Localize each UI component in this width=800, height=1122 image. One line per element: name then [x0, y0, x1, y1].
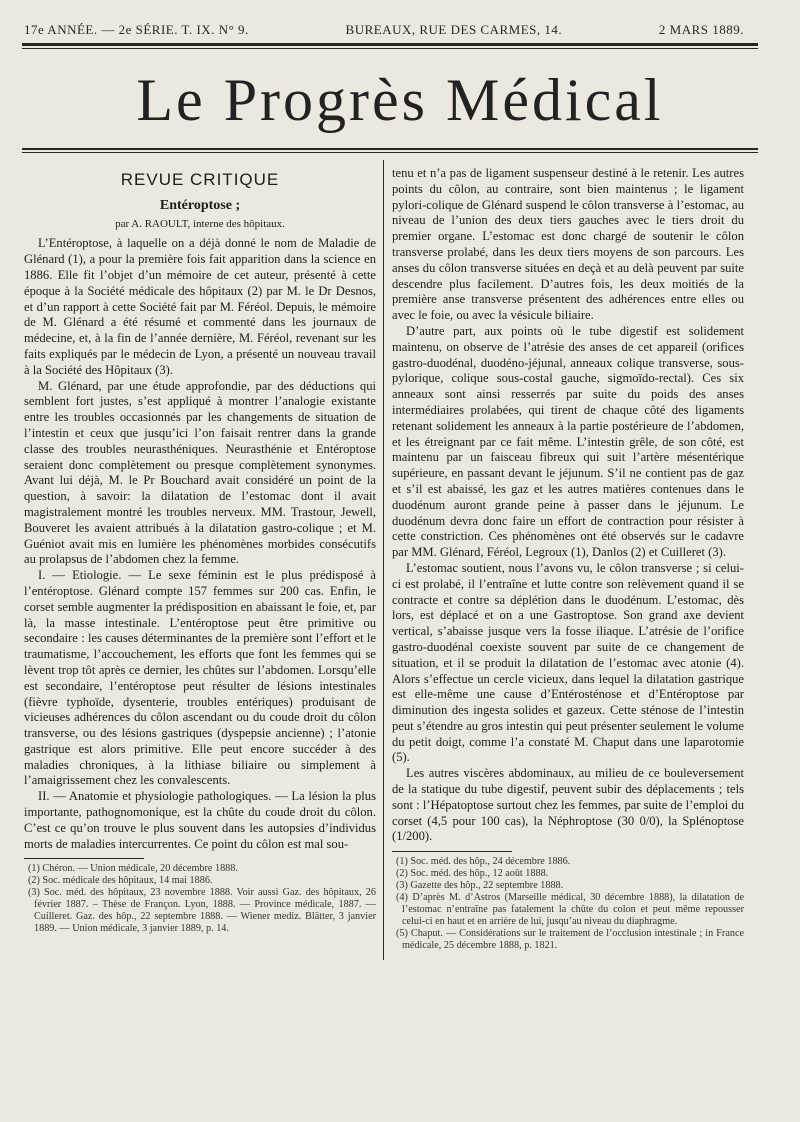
- paragraph: Les autres viscères abdominaux, au milieu de ce bouleversement de la statique du tube digestif, peuvent subir des déplacements ; tels sont : l’Hépatoptose surtout chez les femmes, par suite de l’emploi du corset (4,5 pour 100 cas), la Néphroptose (30 0/0), la Splénoptose (1/200).: [392, 766, 744, 844]
- header-rule: [22, 43, 758, 46]
- column-divider: [383, 160, 384, 960]
- footnote: (2) Soc. médicale des hôpitaux, 14 mai 1886.: [28, 875, 213, 887]
- byline: par A. RAOULT, interne des hôpitaux.: [115, 217, 285, 230]
- footnote: (3) Soc. méd. des hôpitaux, 23 novembre 1888. Voir aussi Gaz. des hôpitaux, 26 février 1887. – Thèse de Françon. Lyon, 1888. — Province médicale, 1887. — Cuilleret. Gaz. des hôp., 22 septembre 1888. — Wiener mediz. Blätter, 3 janvier 1889. — Union médicale, 3 janvier 1889, p. 14.: [28, 887, 376, 935]
- footnote-rule: [24, 858, 144, 859]
- section-title: REVUE CRITIQUE: [120, 170, 280, 189]
- footnote-rule: [392, 851, 512, 852]
- paragraph: L’estomac soutient, nous l’avons vu, le côlon transverse ; si celui-ci est prolabé, il l’entraîne et lutte contre son relèvement quand il se contracte et contre sa déplétion dans le duodénum. L’estomac, dès lors, est déplacé et on a une Gastroptose. Son grand axe devient vertical, s’abaisse jusque vers la fosse iliaque. L’atrésie de l’orifice gastro-duodénal coexiste souvent par suite de ce changement de situation, et il se produit la dilatation de l’estomac avec atonie (4). Alors s’effectue un cercle vicieux, dans lequel la dilatation gastrique est elle-même une cause d’Entérosténose et d’Entéroptose par diminution des ingesta solides et gazeux. Cette sténose de l’intestin peut s’étendre au gros intestin qui peut présenter seulement le volume du petit doigt, comme l’a constaté M. Chaput dans une laparotomie (5).: [392, 560, 744, 765]
- footnote: (3) Gazette des hôp., 22 septembre 1888.: [396, 880, 564, 892]
- masthead-rule: [22, 148, 758, 150]
- paragraph: D’autre part, aux points où le tube digestif est solidement maintenu, on observe de l’atrésie des anses de cet appareil (orifices gastro-duodénal, duodéno-jéjunal, anneaux colique transverse, sous-pylorique, colique sous-costal gauche, sigmoïdo-rectal). Ces six anneaux sont ainsi resserrés par suite du poids des anses intermédiaires prolabées, qui tirent de chaque côté des ligaments retenant solidement les anneaux à la partie postérieure de l’abdomen, et les étreignant par ce fait même. L’intestin grêle, de son côté, est maintenu par un faisceau fibreux qui suit l’artère mésentérique supérieure, en passant devant le jéjunum. S’il ne contient pas de gaz et s’il est abaissé, les gaz et les autres matières contenues dans le duodénum auront grande peine à passer dans le jéjunum. Le duodénum devra donc faire un effort de contraction pour résister à cette constriction. Ces phénomènes ont été observés sur le cadavre par MM. Glénard, Féréol, Legroux (1), Danlos (2) et Cuilleret (3).: [392, 323, 744, 560]
- paragraph: M. Glénard, par une étude approfondie, par des déductions qui semblent fort justes, s’est appliqué à montrer l’analogie existante entre les troubles occasionnés par les changements de situation de l’intestin et ceux que jusqu’ici l’on faisait rentrer dans la grande classe des troubles neurasthéniques. Neurasthénie et Entéroptose seraient donc complètement ou presque complètement synonymes. Avant lui déjà, M. le Pr Bouchard avait considéré un point de la question, à savoir: la dilatation de l’estomac dont il avait magistralement montré les troubles nerveux. MM. Trastour, Jewell, Bouveret les avaient attribués à la dilatation gastro-colique ; et M. Guéniot avait mis en lumière les phénomènes morbides consécutifs au prolapsus de l’abdomen chez la femme.: [24, 378, 376, 567]
- article-title: Entéroptose ;: [159, 197, 241, 213]
- footnote: (1) Chéron. — Union médicale, 20 décembre 1888.: [28, 863, 238, 875]
- right-footnotes: [392, 856, 744, 952]
- paragraph: I. — Etiologie. — Le sexe féminin est le plus prédisposé à l’entéroptose. Glénard compte 157 femmes sur 200 cas. Enfin, le corset semble augmenter la prédisposition en abaissant le foie, et, par là, la masse intestinale. L’entéroptose peut être primitive ou secondaire : les causes déterminantes de la première sont l’effort et le traumatisme, l’accouchement, les efforts que font les femmes qui se lèvent trop tôt après ce dernier, les chûtes sur l’abdomen. Lorsqu’elle est secondaire, l’entéroptose peut résulter de lésions intestinales (fièvre typhoïde, dysenterie, troubles entériques) produisant de vicieuses adhérences du côlon ascendant ou du coude droit du côlon transverse, ou des lésions gastriques (dyspepsie ancienne) ; l’atonie gastrique est alors primitive. Elle peut encore succéder à des maladies chroniques, à la lithiase biliaire ou simplement à l’amaigrissement chez les convalescents.: [24, 568, 376, 788]
- office-address: BUREAUX, RUE DES CARMES, 14.: [345, 22, 563, 37]
- footnote: (2) Soc. méd. des hôp., 12 août 1888.: [396, 868, 549, 880]
- masthead-rule-thin: [22, 152, 758, 153]
- footnote: (5) Chaput. — Considérations sur le traitement de l’occlusion intestinale ; in France médicale, 25 décembre 1888, p. 1821.: [396, 928, 744, 952]
- right-column: [392, 166, 744, 952]
- footnote: (1) Soc. méd. des hôp., 24 décembre 1886.: [396, 856, 571, 868]
- issue-date: 2 MARS 1889.: [658, 22, 744, 37]
- issue-info: 17e ANNÉE. — 2e SÉRIE. T. IX. N° 9.: [24, 22, 249, 37]
- left-column: [24, 162, 376, 935]
- header-rule-thin: [22, 48, 758, 49]
- paragraph: tenu et n’a pas de ligament suspenseur destiné à le retenir. Les autres points du côlon, au contraire, sont bien maintenus ; le ligament pylori-colique de Glénard suspend le côlon transverse à l’estomac, au niveau de l’union des deux tiers gauches avec le tiers droit du premier organe. L’estomac est donc chargé de soutenir le côlon transverse prolabé, dans les deux tiers moyens de son parcours. Les anses du côlon transverse situées en deçà et au delà peuvent par suite descendre plus facilement. D’autres fois, les deux moitiés de la première anse transverse présentent des adhérences entre elles ou avec le foie, ou avec la vésicule biliaire.: [392, 166, 744, 323]
- masthead-title: Le Progrès Médical: [136, 67, 664, 133]
- left-footnotes: [24, 863, 376, 935]
- paragraph: II. — Anatomie et physiologie pathologiques. — La lésion la plus importante, pathognomonique, est la chûte du coude droit du côlon. C’est ce qu’on trouve le plus souvent dans les autopsies d’individus morts de maladies intercurrentes. Ce point du côlon est mal sou-: [24, 789, 376, 851]
- issue-line: [24, 22, 744, 38]
- footnote: (4) D’après M. d’Astros (Marseille médical, 30 décembre 1888), la dilatation de l’estomac n’entraîne pas fatalement la chûte du colon et peut même repousser celui-ci en haut et en arrière de lui, jusqu’au niveau du diaphragme.: [396, 892, 744, 928]
- paragraph: L’Entéroptose, à laquelle on a déjà donné le nom de Maladie de Glénard (1), a pour la première fois fait apparition dans la science en 1886. Elle fit l’objet d’un mémoire de cet auteur, présenté à cette époque à la Société médicale des hôpitaux (2) par M. le Dr Desnos, et d’un rapport à cette Société fait par M. Féréol. Depuis, le mémoire de M. Glénard a été résumé et commenté dans les journaux de médecine, et, à la fin de l’année dernière, M. Féréol, revenant sur les faits expliqués par le médecin de Lyon, a présenté un nouveau travail à la Société des Hôpitaux (3).: [24, 236, 376, 377]
